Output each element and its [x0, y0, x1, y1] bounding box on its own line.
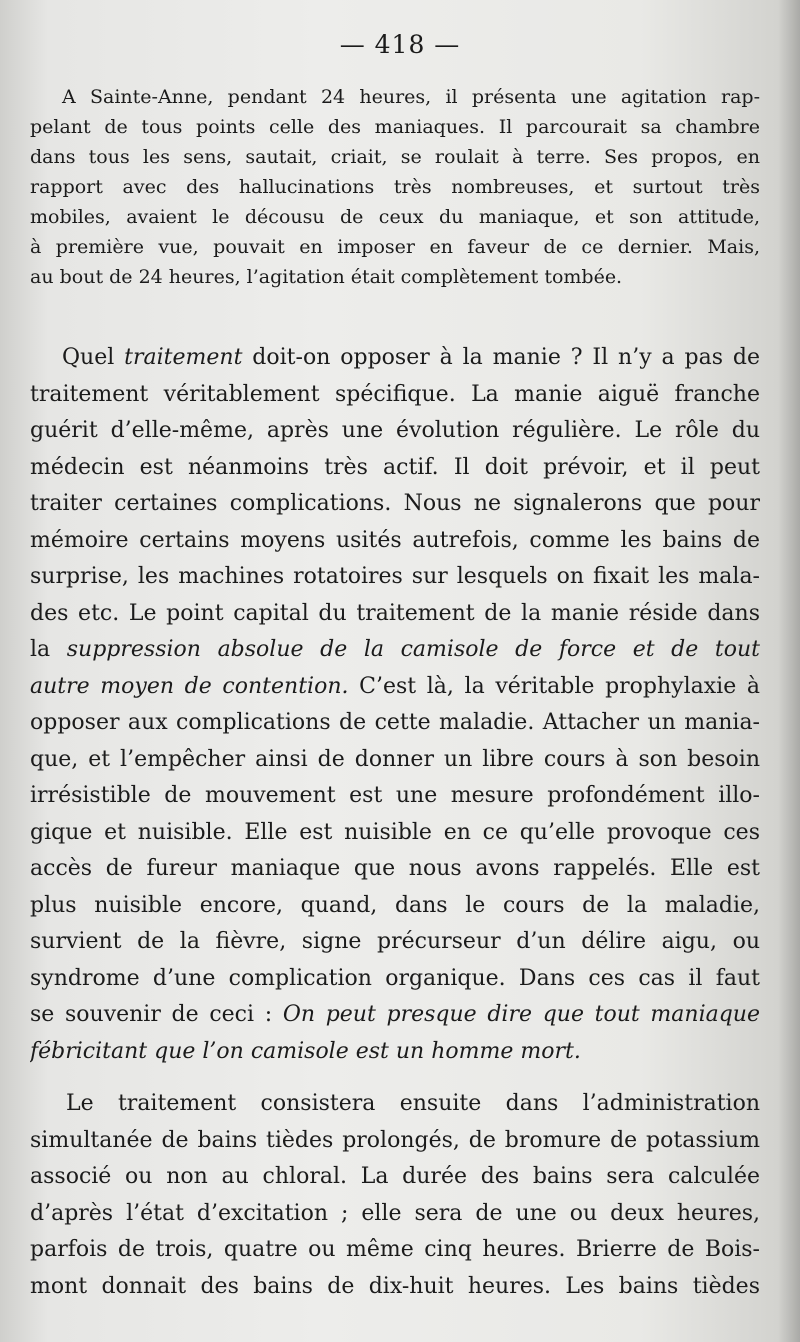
text-line: traiter certaines complications. Nous ne signalerons que pour: [30, 491, 760, 516]
page-number: — 418 —: [339, 30, 461, 59]
text-line: rapport avec des hallucinations très nombreuses, et surtout très: [30, 176, 760, 198]
text-line: médecin est néanmoins très actif. Il doit prévoir, et il peut: [30, 454, 760, 480]
text-line: la suppression absolue de la camisole de force et de tout: [30, 637, 760, 662]
text-line: mémoire certains moyens usités autrefois, comme les bains de: [30, 527, 760, 553]
text-line: à première vue, pouvait en imposer en faveur de ce dernier. Mais,: [30, 236, 760, 258]
text-line: accès de fureur maniaque que nous avons rappelés. Elle est: [30, 856, 760, 881]
text-line: traitement véritablement spécifique. La manie aiguë franche: [30, 381, 760, 407]
text-line: A Sainte-Anne, pendant 24 heures, il présenta une agitation rap-: [62, 86, 760, 108]
treatment-continued-paragraph: [30, 1086, 760, 1305]
text-line: surprise, les machines rotatoires sur lesquels on fixait les mala-: [30, 564, 760, 589]
text-line: d’après l’état d’excitation ; elle sera de une ou deux heures,: [30, 1200, 760, 1226]
text-line: gique et nuisible. Elle est nuisible en ce qu’elle provoque ces: [30, 819, 760, 845]
text-line: pelant de tous points celle des maniaques. Il parcourait sa chambre: [30, 116, 760, 138]
emphasis-text: autre moyen de contention.: [30, 673, 349, 699]
text-line: survient de la fièvre, signe précurseur d’un délire aigu, ou: [30, 929, 760, 954]
text-line: que, et l’empêcher ainsi de donner un libre cours à son besoin: [30, 746, 760, 772]
text-line: autre moyen de contention. C’est là, la véritable prophylaxie à: [30, 673, 760, 699]
case-paragraph: [30, 82, 760, 292]
text-line: parfois de trois, quatre ou même cinq heures. Brierre de Bois-: [30, 1237, 760, 1262]
text-line: mont donnait des bains de dix-huit heures. Les bains tièdes: [30, 1273, 760, 1299]
text-line: guérit d’elle-même, après une évolution régulière. Le rôle du: [30, 418, 760, 443]
text-line: dans tous les sens, sautait, criait, se roulait à terre. Ses propos, en: [30, 146, 760, 168]
text-line: syndrome d’une complication organique. Dans ces cas il faut: [30, 965, 760, 991]
page-edge-shadow: [778, 0, 800, 1342]
text-line: Quel traitement doit-on opposer à la manie ? Il n’y a pas de: [62, 345, 760, 370]
emphasis-text: fébricitant que l’on camisole est un homme mort.: [30, 1038, 581, 1064]
text-line: plus nuisible encore, quand, dans le cours de la maladie,: [30, 892, 760, 918]
text-line: associé ou non au chloral. La durée des bains sera calculée: [30, 1164, 760, 1189]
text-line: se souvenir de ceci : On peut presque dire que tout maniaque: [30, 1002, 760, 1027]
text-line: simultanée de bains tièdes prolongés, de bromure de potassium: [30, 1127, 760, 1153]
text-line: mobiles, avaient le décousu de ceux du maniaque, et son attitude,: [30, 206, 760, 228]
treatment-paragraph: [30, 340, 760, 1070]
emphasis-text: On peut presque dire que tout maniaque: [282, 1002, 760, 1027]
emphasis-text: suppression absolue de la camisole de force et de tout: [66, 637, 760, 662]
text-line: opposer aux complications de cette maladie. Attacher un mania-: [30, 710, 760, 735]
text-line: irrésistible de mouvement est une mesure profondément illo-: [30, 783, 760, 808]
text-line: [30, 1034, 760, 1071]
text-line: des etc. Le point capital du traitement de la manie réside dans: [30, 600, 760, 626]
text-line: Le traitement consistera ensuite dans l’administration: [66, 1091, 760, 1116]
emphasis-text: traitement: [124, 345, 243, 370]
text-line: au bout de 24 heures, l’agitation était complètement tombée.: [30, 266, 623, 288]
